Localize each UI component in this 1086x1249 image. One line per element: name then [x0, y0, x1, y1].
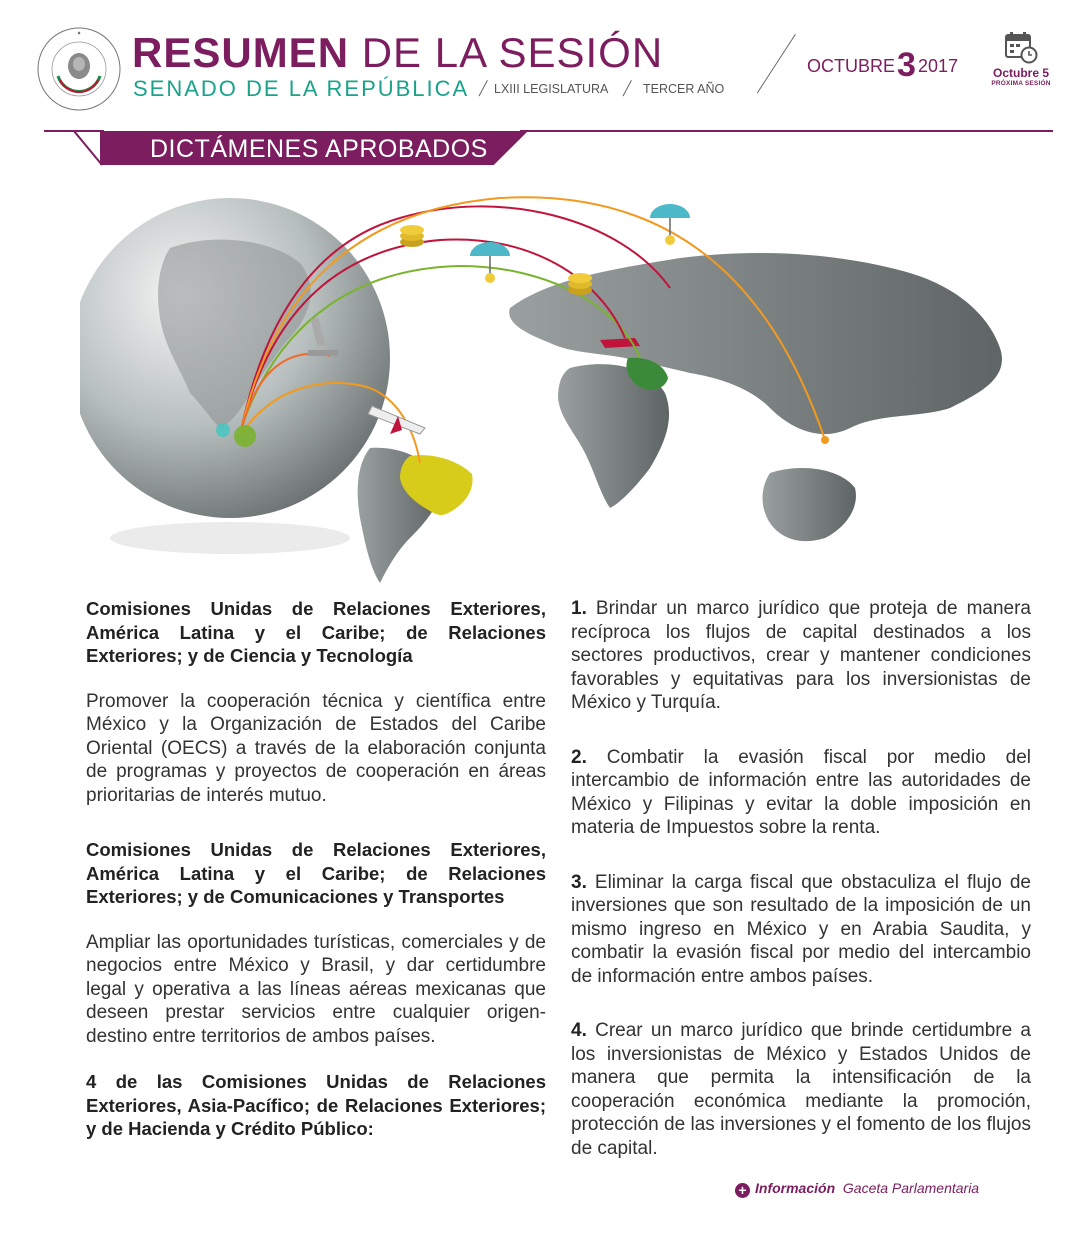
next-session-date: Octubre 5 [992, 66, 1049, 80]
list-item [571, 1019, 1031, 1160]
senate-seal-logo [36, 26, 122, 112]
plus-icon: + [735, 1183, 750, 1198]
year-label: TERCER AÑO [643, 82, 725, 96]
next-session-label: PRÓXIMA SESIÓN [991, 80, 1051, 87]
list-item [571, 871, 1031, 989]
info-source: Gaceta Parlamentaria [842, 1180, 980, 1196]
coins-icon [400, 225, 424, 247]
world-map-illustration [80, 178, 1040, 588]
right-column [571, 597, 1031, 1191]
item-number: 3. [571, 871, 587, 893]
australia [763, 468, 856, 541]
divider-slash [757, 34, 796, 93]
committee-heading-2: Comisiones Unidas de Relaciones Exteriores, América Latina y el Caribe; de Relaciones Exteriores; y de Comunicaciones y Transportes [86, 839, 546, 907]
session-date [807, 46, 958, 84]
umbrella-icon [470, 242, 510, 283]
dictamen-body-2: Ampliar las oportunidades turísticas, comerciales y de negocios entre México y Brasil, y dar certidumbre legal y operativa a las líneas aéreas mexicanas que deseen prestar servicios entre cualquier origen-destino entre territorios de ambos países. [86, 931, 546, 1047]
item-text: Eliminar la carga fiscal que obstaculiza el flujo de inversiones que son resultado de la imposición de un mismo ingreso en México y en Arabia Saudita, y combatir la evasión fiscal por medio del intercambio de información entre ambos países. [571, 871, 1031, 987]
section-title: DICTÁMENES APROBADOS [150, 135, 488, 163]
oecs-point [216, 423, 230, 437]
legislature-label: LXIII LEGISLATURA [494, 82, 609, 96]
dictamen-body-1: Promover la cooperación técnica y científica entre México y la Organización de Estados del Caribe Oriental (OECS) a través de la elaboración conjunta de programas y proyectos de cooperación en áreas prioritarias de interés mutuo. [86, 690, 546, 806]
next-session [986, 30, 1056, 87]
info-link[interactable] [735, 1180, 979, 1198]
calendar-clock-icon [1004, 30, 1038, 64]
title-bold: RESUMEN [132, 29, 350, 76]
date-day: 3 [897, 46, 916, 84]
page-title [132, 30, 663, 76]
list-item [571, 746, 1031, 840]
left-column [86, 597, 546, 1141]
item-text: Combatir la evasión fiscal por medio del intercambio de información entre las autoridades de México y Filipinas y evitar la doble imposición en materia de Impuestos sobre la renta. [571, 746, 1031, 838]
globe-shadow [110, 522, 350, 554]
list-item [571, 597, 1031, 715]
philippines-point [821, 436, 829, 444]
item-text: Brindar un marco jurídico que proteja de manera recíproca los flujos de capital destinados a los sectores productivos, crear y mantener condiciones favorables y equitativas para los inversionistas de México y Turquía. [571, 598, 1031, 713]
committee-heading-3: 4 de las Comisiones Unidas de Relaciones Exteriores, Asia-Pacífico; de Relaciones Exteriores; y de Hacienda y Crédito Público: [86, 1071, 546, 1139]
divider-slash [623, 80, 632, 96]
item-number: 2. [571, 746, 587, 768]
title-light: DE LA SESIÓN [349, 29, 664, 76]
committee-heading-1: Comisiones Unidas de Relaciones Exteriores, América Latina y el Caribe; de Relaciones Exteriores; y de Ciencia y Tecnología [86, 598, 546, 666]
info-label: Información [755, 1180, 836, 1196]
mexico-point [234, 425, 256, 447]
page-subtitle: SENADO DE LA REPÚBLICA [133, 76, 470, 101]
item-number: 1. [571, 598, 587, 619]
coins-icon [568, 273, 592, 295]
date-month: OCTUBRE [807, 56, 896, 76]
item-number: 4. [571, 1020, 587, 1041]
divider-slash [479, 80, 488, 96]
date-year: 2017 [917, 56, 958, 76]
header-rule-right [520, 130, 1053, 132]
svg-text:✦: ✦ [76, 31, 82, 37]
item-text: Crear un marco jurídico que brinde certidumbre a los inversionistas de México y Estados Unidos de manera que permita la intensificación de la cooperación económica mediante la promoción, protección de las inversiones y el fomento de los flujos de capital. [571, 1020, 1031, 1159]
banner-notch [74, 130, 104, 166]
